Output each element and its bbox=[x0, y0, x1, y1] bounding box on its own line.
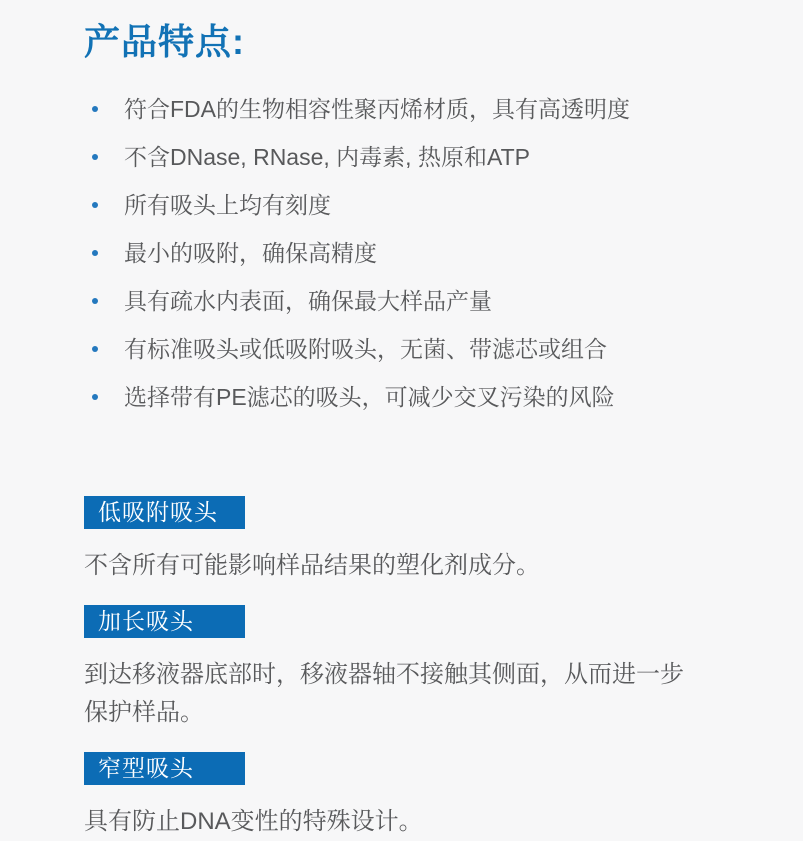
feature-description: 到达移液器底部时，移液器轴不接触其侧面，从而进一步保护样品。 bbox=[84, 660, 684, 726]
feature-description: 具有防止DNA变性的特殊设计。 bbox=[84, 807, 423, 835]
feature-section-low-retention bbox=[84, 496, 733, 585]
feature-bullet bbox=[84, 96, 733, 122]
bullet-dot-icon bbox=[92, 394, 98, 400]
bullet-text: 选择带有PE滤芯的吸头，可减少交叉污染的风险 bbox=[124, 383, 615, 410]
feature-sections bbox=[84, 496, 733, 841]
feature-badge-narrow: 窄型吸头 bbox=[84, 752, 245, 785]
bullet-dot-icon bbox=[92, 106, 98, 112]
bullet-text: 有标准吸头或低吸附吸头，无菌、带滤芯或组合 bbox=[124, 335, 607, 362]
feature-bullet bbox=[84, 192, 733, 218]
bullet-text: 符合FDA的生物相容性聚丙烯材质，具有高透明度 bbox=[124, 95, 630, 122]
feature-bullet bbox=[84, 384, 733, 410]
feature-section-extended-length bbox=[84, 605, 733, 732]
bullet-dot-icon bbox=[92, 202, 98, 208]
bullet-dot-icon bbox=[92, 298, 98, 304]
feature-section-narrow bbox=[84, 752, 733, 841]
bullet-text: 不含DNase, RNase, 内毒素, 热原和ATP bbox=[124, 143, 530, 170]
feature-bullet bbox=[84, 240, 733, 266]
feature-badge-extended-length: 加长吸头 bbox=[84, 605, 245, 638]
feature-bullet bbox=[84, 144, 733, 170]
bullet-dot-icon bbox=[92, 346, 98, 352]
feature-bullet bbox=[84, 288, 733, 314]
feature-description: 不含所有可能影响样品结果的塑化剂成分。 bbox=[84, 551, 540, 579]
bullet-dot-icon bbox=[92, 154, 98, 160]
bullet-dot-icon bbox=[92, 250, 98, 256]
bullet-text: 所有吸头上均有刻度 bbox=[124, 191, 331, 218]
feature-bullet-list bbox=[84, 96, 733, 410]
feature-bullet bbox=[84, 336, 733, 362]
bullet-text: 最小的吸附，确保高精度 bbox=[124, 239, 377, 266]
page-title: 产品特点: bbox=[84, 21, 245, 62]
feature-badge-low-retention: 低吸附吸头 bbox=[84, 496, 245, 529]
bullet-text: 具有疏水内表面，确保最大样品产量 bbox=[124, 287, 492, 314]
